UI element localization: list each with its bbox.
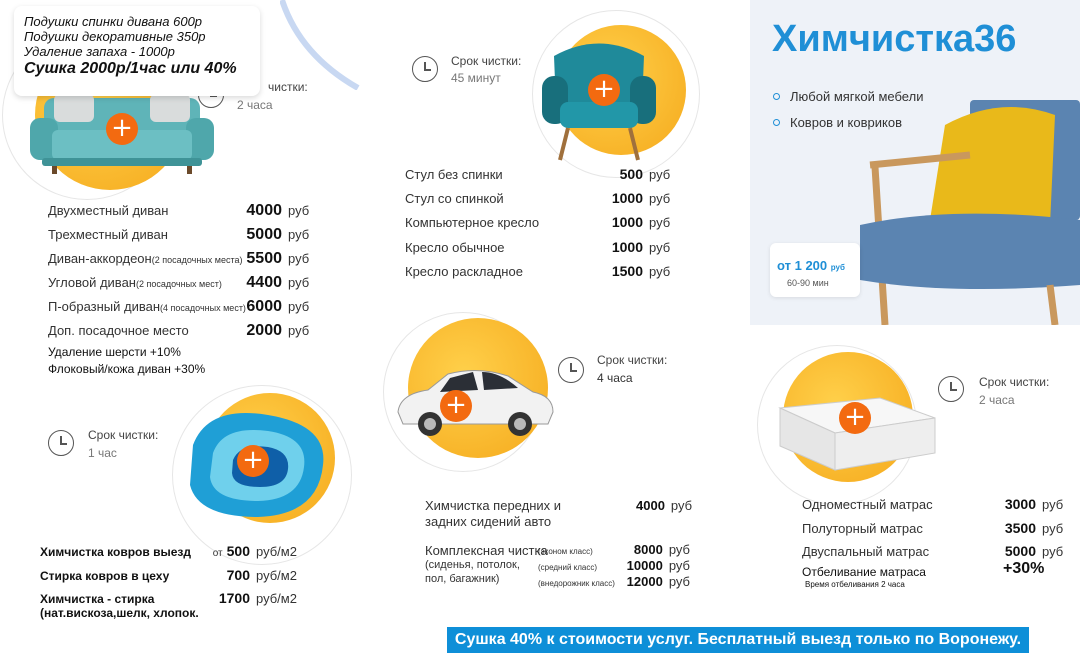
sofa-row-3-cur: руб xyxy=(288,251,310,266)
mattress-row-3-cur: руб xyxy=(1042,544,1064,559)
car-item1-cur: руб xyxy=(670,498,693,513)
sofa-row-6-name: Доп. посадочное место xyxy=(48,323,189,338)
mattress-panel xyxy=(755,330,1080,600)
car-class-row-2 xyxy=(538,558,690,573)
chair-row-4 xyxy=(405,239,675,255)
car-class-1-price: 8000 xyxy=(633,542,663,557)
mattress-row-3-price: 5000 xyxy=(1004,543,1036,559)
mattress-bleach-name: Отбеливание матраса xyxy=(802,565,926,579)
carpet-plus-button[interactable]: + xyxy=(237,445,269,477)
car-class-1-label: (эконом класс) xyxy=(538,547,593,556)
extra-services-box xyxy=(14,6,260,96)
carpet-panel xyxy=(0,385,370,625)
mattress-row-3 xyxy=(802,543,1068,559)
decor-arc xyxy=(280,0,360,90)
car-complex-sub2: пол, багажник) xyxy=(425,573,500,585)
mattress-bleach-value: +30% xyxy=(1003,560,1045,577)
chair-row-4-price: 1000 xyxy=(611,239,643,255)
car-panel xyxy=(378,300,738,600)
car-class-3-label: (внедорожник класс) xyxy=(538,579,615,588)
extra-line-3: Удаление запаха - 1000р xyxy=(24,44,175,59)
sofa-row-5 xyxy=(48,298,318,316)
mattress-term-value: 2 часа xyxy=(979,393,1015,407)
mattress-row-2-price: 3500 xyxy=(1004,520,1036,536)
chair-row-3-price: 1000 xyxy=(611,214,643,230)
chair-term-value: 45 минут xyxy=(451,71,501,85)
bottom-banner: Сушка 40% к стоимости услуг. Бесплатный выезд только по Воронежу. xyxy=(447,627,1029,653)
armchair-image xyxy=(850,95,1080,325)
chair-row-3 xyxy=(405,214,675,230)
mattress-row-2 xyxy=(802,520,1068,536)
sofa-extra-2: Флоковый/кожа диван +30% xyxy=(48,362,206,376)
brand-bullet-1-icon xyxy=(773,93,780,100)
chair-row-3-cur: руб xyxy=(649,215,671,230)
chair-row-1-price: 500 xyxy=(619,166,643,182)
carpet-term-label: Срок чистки: xyxy=(88,428,159,442)
carpet-row-3-cur: руб/м2 xyxy=(256,591,297,606)
chair-row-5-cur: руб xyxy=(649,264,671,279)
sofa-row-5-note: (4 посадочных мест) xyxy=(160,303,246,313)
carpet-row-2-cur: руб/м2 xyxy=(256,568,297,583)
sofa-term-label: чистки: xyxy=(268,80,308,94)
carpet-row-3 xyxy=(40,590,310,606)
car-item1-line2: задних сидений авто xyxy=(425,514,552,529)
sofa-row-4-name: Угловой диван xyxy=(48,275,136,290)
chair-row-5-price: 1500 xyxy=(611,263,643,279)
sofa-row-2-cur: руб xyxy=(288,227,310,242)
sofa-row-1-price: 4000 xyxy=(246,202,282,219)
carpet-row-1-name: Химчистка ковров выезд xyxy=(40,545,191,559)
carpet-row-2-name: Стирка ковров в цеху xyxy=(40,569,170,583)
mattress-row-1 xyxy=(802,496,1068,512)
chair-row-2-cur: руб xyxy=(649,191,671,206)
carpet-row-1-prefix: от xyxy=(212,548,223,559)
chair-row-2 xyxy=(405,190,675,206)
mattress-row-1-cur: руб xyxy=(1042,497,1064,512)
brand-bullet-2-icon xyxy=(773,119,780,126)
car-plus-button[interactable]: + xyxy=(440,390,472,422)
car-class-3-price: 12000 xyxy=(626,574,663,589)
sofa-row-5-price: 6000 xyxy=(246,298,282,315)
mattress-row-1-price: 3000 xyxy=(1004,496,1036,512)
sofa-row-6-price: 2000 xyxy=(246,322,282,339)
carpet-row-3-price: 1700 xyxy=(218,590,250,606)
brand-title: Химчистка36 xyxy=(772,18,1017,60)
chair-panel xyxy=(392,10,692,290)
carpet-row-3-sub: (нат.вискоза,шелк, хлопок. xyxy=(40,606,199,620)
car-clock-icon xyxy=(558,357,584,383)
sofa-row-3-price: 5500 xyxy=(246,250,282,267)
brand-bullet-1: Любой мягкой мебели xyxy=(790,89,924,104)
sofa-row-1-cur: руб xyxy=(288,203,310,218)
carpet-clock-icon xyxy=(48,430,74,456)
car-class-row-1 xyxy=(538,542,690,557)
car-class-2-cur: руб xyxy=(668,558,690,573)
extra-line-2: Подушки декоративные 350р xyxy=(24,29,206,44)
brand-duration: 60-90 мин xyxy=(787,278,829,288)
mattress-bleach-note: Время отбеливания 2 часа xyxy=(805,580,905,589)
brand-from-price xyxy=(777,258,845,273)
sofa-row-4-note: (2 посадочных мест) xyxy=(135,279,222,289)
brand-bullet-2: Ковров и ковриков xyxy=(790,115,902,130)
car-class-2-price: 10000 xyxy=(626,558,663,573)
carpet-term-value: 1 час xyxy=(88,446,117,460)
carpet-row-3-name: Химчистка - стирка xyxy=(40,592,155,606)
sofa-term-value: 2 часа xyxy=(237,98,273,112)
chair-row-2-price: 1000 xyxy=(611,190,643,206)
carpet-row-2 xyxy=(40,567,310,583)
mattress-term-label: Срок чистки: xyxy=(979,375,1050,389)
brand-from-price-value: от 1 200 xyxy=(777,258,828,273)
mattress-row-3-name: Двуспальный матрас xyxy=(802,544,930,559)
chair-row-3-name: Компьютерное кресло xyxy=(405,215,540,230)
mattress-clock-icon xyxy=(938,376,964,402)
chair-row-1-name: Стул без спинки xyxy=(405,167,503,182)
brand-from-price-cur: руб xyxy=(830,263,845,272)
car-class-2-label: (средний класс) xyxy=(538,563,598,572)
chair-plus-button[interactable]: + xyxy=(588,74,620,106)
sofa-row-5-name: П-образный диван xyxy=(48,299,161,314)
carpet-row-2-price: 700 xyxy=(226,567,250,583)
chair-clock-icon xyxy=(412,56,438,82)
sofa-row-3-name: Диван-аккордеон xyxy=(48,251,152,266)
chair-row-1-cur: руб xyxy=(649,167,671,182)
brand-panel xyxy=(750,0,1080,325)
car-image xyxy=(388,362,558,442)
carpet-row-1-price: 500 xyxy=(226,543,250,559)
car-class-row-3 xyxy=(538,574,690,589)
sofa-row-1-name: Двухместный диван xyxy=(48,203,169,218)
mattress-row-2-name: Полуторный матрас xyxy=(802,521,923,536)
sofa-row-4-price: 4400 xyxy=(246,274,282,291)
chair-row-5 xyxy=(405,263,675,279)
mattress-plus-button[interactable]: + xyxy=(839,402,871,434)
mattress-row-2-cur: руб xyxy=(1042,521,1064,536)
extra-line-1: Подушки спинки дивана 600р xyxy=(24,14,203,29)
sofa-row-2-price: 5000 xyxy=(246,226,282,243)
sofa-row-4-cur: руб xyxy=(288,275,310,290)
car-class-3-cur: руб xyxy=(668,574,690,589)
sofa-row-3 xyxy=(48,250,318,268)
sofa-extra-1: Удаление шерсти +10% xyxy=(48,345,181,359)
chair-row-4-cur: руб xyxy=(649,240,671,255)
sofa-plus-button[interactable]: + xyxy=(106,113,138,145)
mattress-row-1-name: Одноместный матрас xyxy=(802,497,933,512)
car-item1-line1: Химчистка передних и xyxy=(425,498,562,513)
sofa-row-3-note: (2 посадочных места) xyxy=(151,255,243,265)
sofa-row-6 xyxy=(48,322,318,340)
car-complex-sub1: (сиденья, потолок, xyxy=(425,559,520,571)
car-item1-price-row xyxy=(636,498,692,513)
carpet-row-1 xyxy=(40,543,310,559)
chair-row-4-name: Кресло обычное xyxy=(405,240,505,255)
car-term-value: 4 часа xyxy=(597,371,633,385)
extra-line-4: Сушка 2000р/1час или 40% xyxy=(24,60,237,77)
chair-row-5-name: Кресло раскладное xyxy=(405,264,523,279)
car-complex-title: Комплексная чистка xyxy=(425,543,548,558)
sofa-row-6-cur: руб xyxy=(288,323,310,338)
chair-row-1 xyxy=(405,166,675,182)
car-item1-price: 4000 xyxy=(636,498,665,513)
sofa-row-5-cur: руб xyxy=(288,299,310,314)
car-term-label: Срок чистки: xyxy=(597,353,668,367)
sofa-row-2-name: Трехместный диван xyxy=(48,227,168,242)
sofa-row-4 xyxy=(48,274,318,292)
carpet-row-1-cur: руб/м2 xyxy=(256,544,297,559)
sofa-row-2 xyxy=(48,226,318,244)
chair-term-label: Срок чистки: xyxy=(451,54,522,68)
car-class-1-cur: руб xyxy=(668,542,690,557)
sofa-row-1 xyxy=(48,202,318,220)
chair-row-2-name: Стул со спинкой xyxy=(405,191,504,206)
